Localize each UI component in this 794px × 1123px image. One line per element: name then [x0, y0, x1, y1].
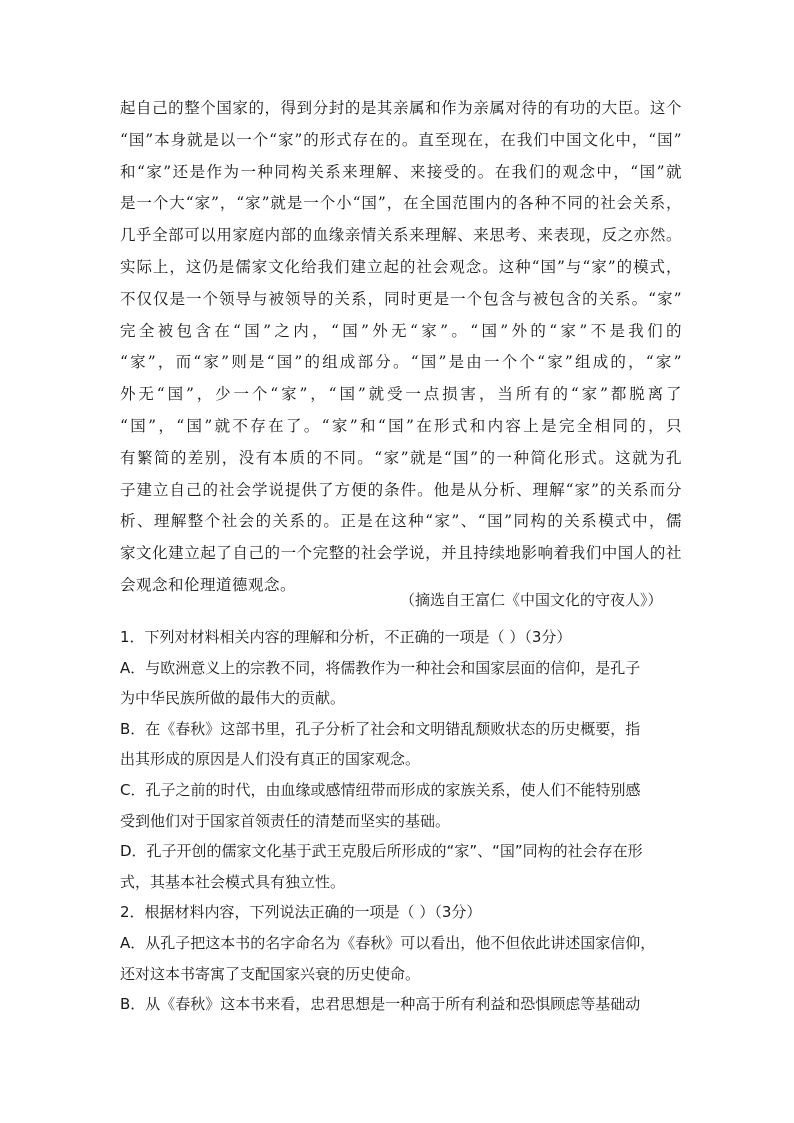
question-stem-1: 1．下列对材料相关内容的理解和分析，不正确的一项是（ ）（3分） [120, 628, 572, 646]
option-line: 式，其基本社会模式具有独立性。 [120, 872, 346, 891]
passage-line: 是一个大“家”，“家”就是一个小“国”，在全国范围内的各种不同的社会关系， [120, 194, 682, 213]
passage-line: “国”本身就是以一个“家”的形式存在的。直至现在，在我们中国文化中，“国” [120, 130, 682, 149]
passage-source: （摘选自王富仁《中国文化的守夜人》） [400, 591, 663, 609]
option-line: A．从孔子把这本书的名字命名为《春秋》可以看出，他不但依此讲述国家信仰， [120, 933, 656, 952]
option-line: B．从《春秋》这本书来看，忠君思想是一种高于所有利益和恐惧顾虑等基础动 [120, 995, 641, 1014]
passage-line: 起自己的整个国家的，得到分封的是其亲属和作为亲属对待的有功的大臣。这个 [120, 99, 682, 117]
reading-passage [120, 93, 682, 602]
passage-line: 和“家”还是作为一种同构关系来理解、来接受的。在我们的观念中，“国”就 [120, 162, 682, 181]
option-line: C．孔子之前的时代，由血缘或感情纽带而形成的家族关系，使人们不能特别感 [120, 780, 641, 799]
passage-line: “国”，“国”就不存在了。“家”和“国”在形式和内容上是完全相同的，只 [120, 416, 682, 435]
option-line: A．与欧洲意义上的宗教不同，将儒教作为一种社会和国家层面的信仰，是孔子 [120, 658, 641, 677]
question-stem-2: 2．根据材料内容，下列说法正确的一项是（ ）（3分） [120, 903, 482, 922]
option-line: 受到他们对于国家首领责任的清楚而坚实的基础。 [120, 811, 451, 830]
option-line: 出其形成的原因是人们没有真正的国家观念。 [120, 750, 421, 769]
passage-line: 家文化建立起了自己的一个完整的社会学说，并且持续地影响着我们中国人的社 [120, 544, 682, 563]
passage-line: 几乎全部可以用家庭内部的血缘亲情关系来理解、来思考、来表现，反之亦然。 [120, 226, 682, 245]
passage-line: 会观念和伦理道德观念。 [120, 575, 297, 594]
option-line: 还对这本书寄寓了支配国家兴衰的历史使命。 [120, 964, 421, 983]
passage-line: 不仅仅是一个领导与被领导的关系，同时更是一个包含与被包含的关系。“家” [120, 289, 682, 308]
passage-line: 析、理解整个社会的关系的。正是在这种“家”、“国”同构的关系模式中，儒 [120, 512, 682, 531]
passage-line: 子建立自己的社会学说提供了方便的条件。他是从分析、理解“家”的关系而分 [120, 480, 682, 499]
option-line: D．孔子开创的儒家文化基于武王克殷后所形成的“家”、“国”同构的社会存在形 [120, 842, 643, 861]
option-line: 为中华民族所做的最伟大的贡献。 [120, 689, 346, 708]
passage-line: 实际上，这仍是儒家文化给我们建立起的社会观念。这种“国”与“家”的模式， [120, 257, 682, 276]
passage-line: 完全被包含在“国”之内，“国”外无“家”。“国”外的“家”不是我们的 [120, 321, 682, 340]
option-line: B．在《春秋》这部书里，孔子分析了社会和文明错乱颓败状态的历史概要，指 [120, 719, 641, 738]
question-section [120, 622, 680, 1020]
passage-line: 外无“国”，少一个“家”，“国”就受一点损害，当所有的“家”都脱离了 [120, 385, 682, 404]
passage-line: “家”，而“家”则是“国”的组成部分。“国”是由一个个“家”组成的，“家” [120, 353, 682, 372]
passage-line: 有繁简的差别，没有本质的不同。“家”就是“国”的一种简化形式。这就为孔 [120, 448, 682, 467]
